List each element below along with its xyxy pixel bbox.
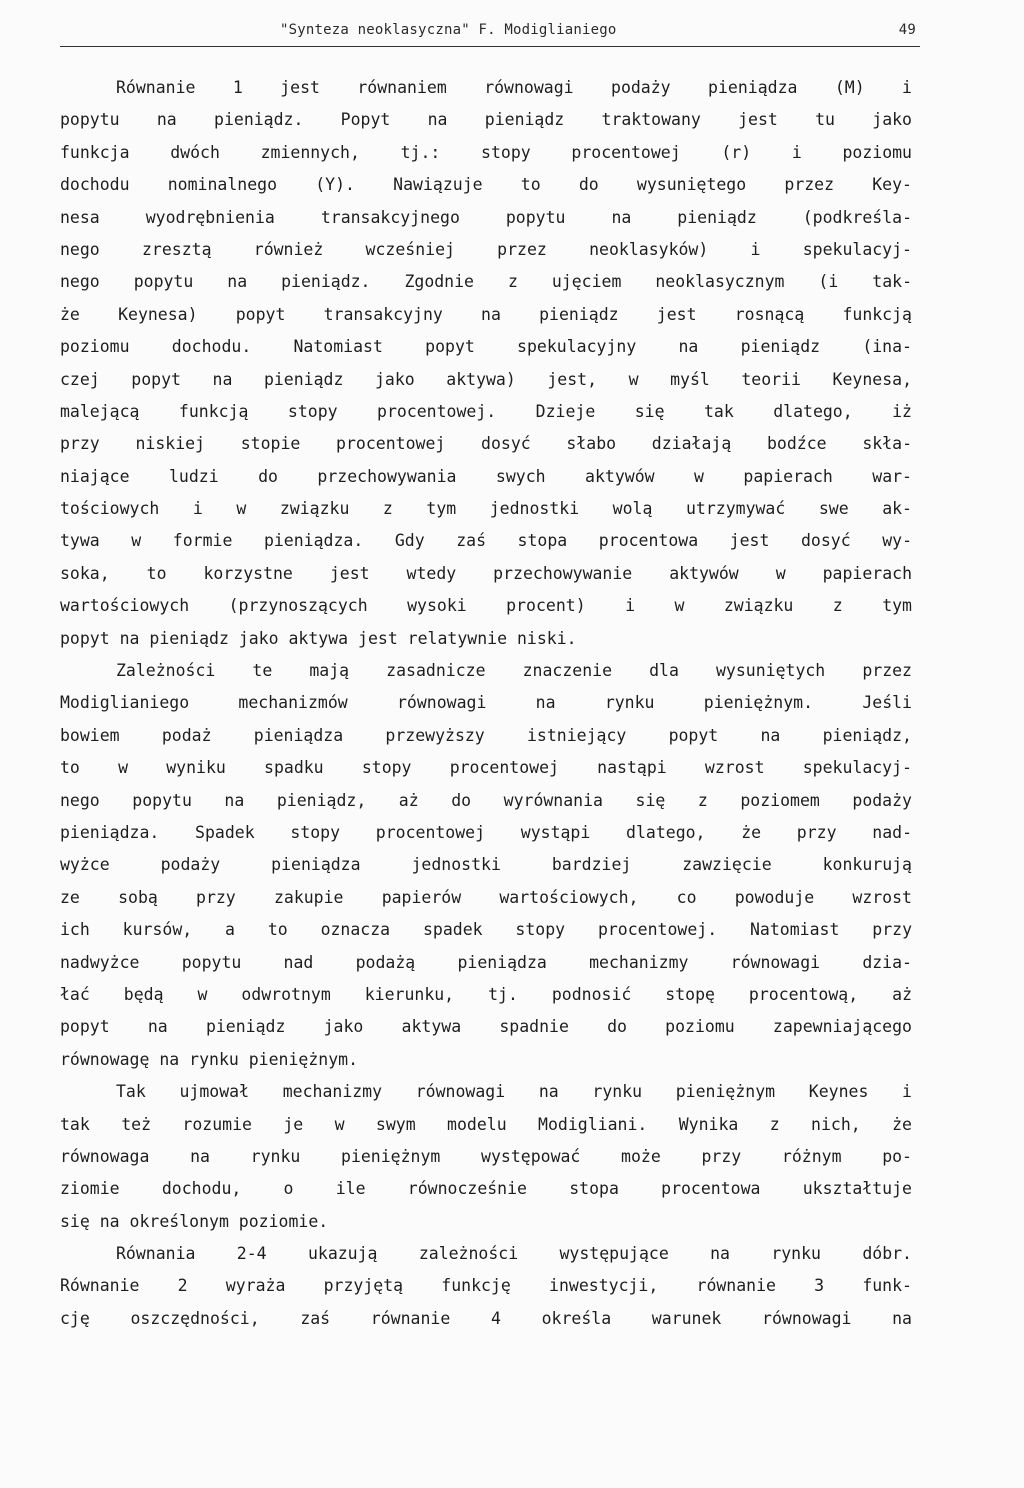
body-text [60,72,912,1335]
running-title: "Synteza neoklasyczna" F. Modiglianiego [280,22,617,38]
text-line: nadwyżce popytu nad podażą pieniądza mechanizmy równowagi dzia- [60,952,912,972]
text-line: soka, to korzystne jest wtedy przechowywanie aktywów w papierach [60,563,912,583]
text-line: czej popyt na pieniądz jako aktywa) jest, w myśl teorii Keynesa, [60,369,912,389]
text-line: Równanie 2 wyraża przyjętą funkcję inwestycji, równanie 3 funk- [60,1276,912,1296]
text-line: wyżce podaży pieniądza jednostki bardziej zawzięcie konkurują [60,855,912,875]
text-line: tak też rozumie je w swym modelu Modigliani. Wynika z nich, że [60,1114,912,1134]
text-line: Tak ujmował mechanizmy równowagi na rynku pieniężnym Keynes i [116,1082,912,1102]
text-line: równowagę na rynku pieniężnym. [60,1049,359,1069]
text-line: poziomu dochodu. Natomiast popyt spekulacyjny na pieniądz (ina- [60,337,912,357]
text-line: funkcja dwóch zmiennych, tj.: stopy procentowej (r) i poziomu [60,142,912,162]
text-line: Modiglianiego mechanizmów równowagi na rynku pieniężnym. Jeśli [60,693,912,713]
text-line: tywa w formie pieniądza. Gdy zaś stopa procentowa jest dosyć wy- [60,531,912,551]
text-line: Zależności te mają zasadnicze znaczenie dla wysuniętych przez [116,661,912,681]
text-line: przy niskiej stopie procentowej dosyć słabo działają bodźce skła- [60,434,912,454]
text-line: popyt na pieniądz jako aktywa spadnie do poziomu zapewniającego [60,1017,912,1037]
text-line: pieniądza. Spadek stopy procentowej wystąpi dlatego, że przy nad- [60,822,912,842]
page-header [60,22,920,47]
text-line: popytu na pieniądz. Popyt na pieniądz traktowany jest tu jako [60,110,912,130]
text-line: Równania 2-4 ukazują zależności występujące na rynku dóbr. [116,1244,912,1264]
text-line: ich kursów, a to oznacza spadek stopy procentowej. Natomiast przy [60,920,912,940]
text-line: to w wyniku spadku stopy procentowej nastąpi wzrost spekulacyj- [60,758,912,778]
text-line: malejącą funkcją stopy procentowej. Dzieje się tak dlatego, iż [60,401,912,421]
text-line: nego popytu na pieniądz. Zgodnie z ujęciem neoklasycznym (i tak- [60,272,912,292]
text-line: łać będą w odwrotnym kierunku, tj. podnosić stopę procentową, aż [60,984,912,1004]
text-line: bowiem podaż pieniądza przewyższy istniejący popyt na pieniądz, [60,725,912,745]
text-line: wartościowych (przynoszących wysoki procent) i w związku z tym [60,596,912,616]
text-line: ze sobą przy zakupie papierów wartościowych, co powoduje wzrost [60,887,912,907]
text-line: równowaga na rynku pieniężnym występować może przy różnym po- [60,1146,912,1166]
text-line: nego popytu na pieniądz, aż do wyrównania się z poziomem podaży [60,790,912,810]
text-line: niające ludzi do przechowywania swych aktywów w papierach war- [60,466,912,486]
text-line: ziomie dochodu, o ile równocześnie stopa procentowa ukształtuje [60,1179,912,1199]
text-line: dochodu nominalnego (Y). Nawiązuje to do wysuniętego przez Key- [60,175,912,195]
text-line: się na określonym poziomie. [60,1211,329,1231]
text-line: że Keynesa) popyt transakcyjny na pieniądz jest rosnącą funkcją [60,304,912,324]
text-line: nego zresztą również wcześniej przez neoklasyków) i spekulacyj- [60,239,912,259]
text-line: cję oszczędności, zaś równanie 4 określa warunek równowagi na [60,1308,912,1328]
text-line: tościowych i w związku z tym jednostki wolą utrzymywać swe ak- [60,499,912,519]
page-number: 49 [898,22,916,38]
text-line: nesa wyodrębnienia transakcyjnego popytu na pieniądz (podkreśla- [60,207,912,227]
text-line: popyt na pieniądz jako aktywa jest relatywnie niski. [60,628,577,648]
text-line: Równanie 1 jest równaniem równowagi podaży pieniądza (M) i [116,78,912,97]
